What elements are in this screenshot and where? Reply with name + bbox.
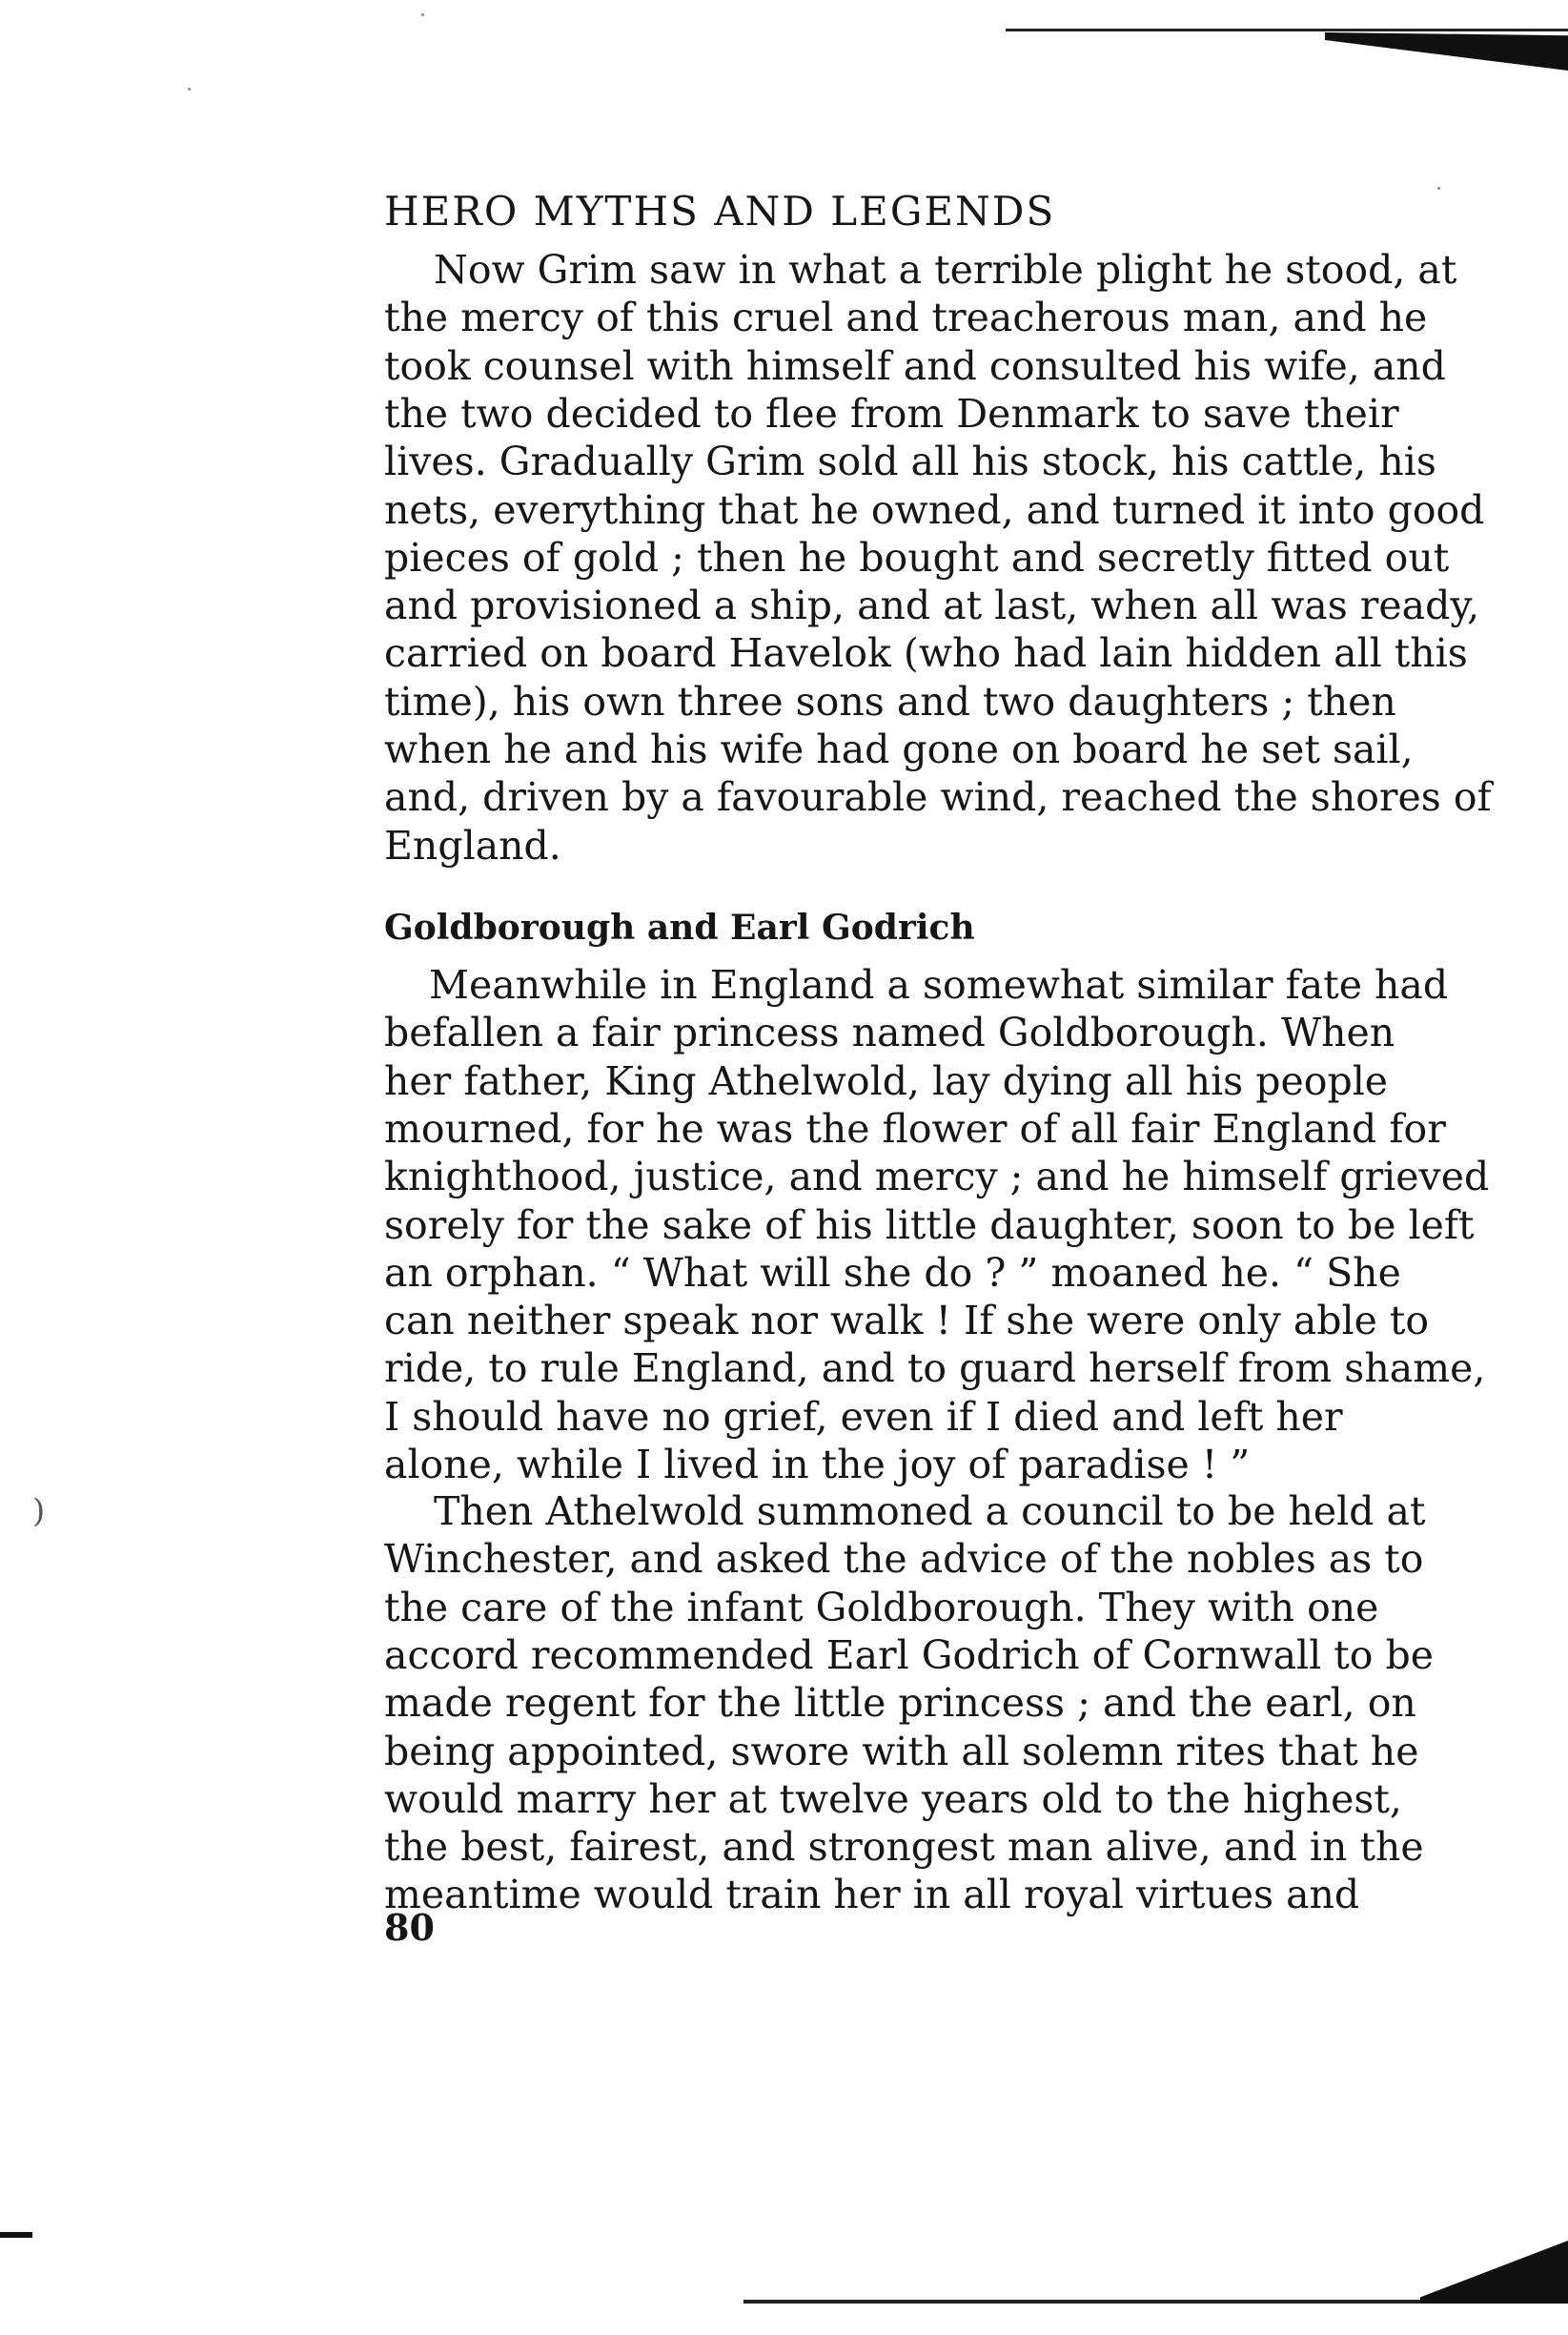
- text-line: sorely for the sake of his little daughter, soon to be left: [384, 1201, 1475, 1248]
- text-line: Then Athelwold summoned a council to be held at: [434, 1488, 1426, 1534]
- text-line: befallen a fair princess named Goldborough. When: [384, 1010, 1395, 1056]
- text-line: took counsel with himself and consulted his wife, and: [384, 342, 1446, 389]
- text-line: being appointed, swore with all solemn rites that he: [384, 1728, 1419, 1774]
- scan-speck: [1437, 187, 1440, 190]
- text-line: when he and his wife had gone on board he set sail,: [384, 727, 1414, 772]
- page-number: 80: [384, 1906, 435, 1949]
- scan-mark-left: [0, 2232, 32, 2238]
- text-line: and provisioned a ship, and at last, when all was ready,: [384, 583, 1480, 629]
- text-line: nets, everything that he owned, and turned it into good: [384, 486, 1485, 533]
- text-line: Now Grim saw in what a terrible plight he stood, at: [434, 247, 1457, 293]
- text-line: made regent for the little princess ; and the earl, on: [384, 1680, 1416, 1727]
- text-line: mourned, for he was the flower of all fair England for: [384, 1105, 1446, 1152]
- text-line: lives. Gradually Grim sold all his stock, his cattle, his: [384, 439, 1436, 485]
- scan-speck: [421, 13, 424, 16]
- text-line: carried on board Havelok (who had lain hidden all this: [384, 630, 1468, 677]
- text-line: the care of the infant Goldborough. They with one: [384, 1584, 1379, 1630]
- scan-edge-bottom-shadow: [1420, 2241, 1568, 2304]
- scan-speck: [188, 88, 191, 91]
- text-line: meantime would train her in all royal virtues and: [384, 1872, 1360, 1918]
- text-line: accord recommended Earl Godrich of Cornwall to be: [384, 1631, 1435, 1678]
- text-line: alone, while I lived in the joy of paradise ! ”: [384, 1442, 1251, 1487]
- section-heading: Goldborough and Earl Godrich: [384, 908, 975, 948]
- text-line: her father, King Athelwold, lay dying all his people: [384, 1057, 1389, 1104]
- running-head: HERO MYTHS AND LEGENDS: [384, 188, 1056, 235]
- text-line: time), his own three sons and two daughters ; then: [384, 678, 1396, 725]
- text-line: England.: [384, 822, 561, 869]
- text-line: can neither speak nor walk ! If she were only able to: [384, 1298, 1430, 1344]
- text-line: would marry her at twelve years old to the highest,: [384, 1775, 1402, 1822]
- text-line: the two decided to flee from Denmark to save their: [384, 390, 1399, 437]
- text-line: I should have no grief, even if I died and left her: [384, 1393, 1343, 1440]
- text-line: Winchester, and asked the advice of the nobles as to: [384, 1536, 1424, 1583]
- text-line: knighthood, justice, and mercy ; and he himself grieved: [384, 1154, 1490, 1200]
- text-line: and, driven by a favourable wind, reached the shores of: [384, 774, 1492, 821]
- text-line: ride, to rule England, and to guard herself from shame,: [384, 1345, 1486, 1392]
- text-line: Meanwhile in England a somewhat similar fate had: [429, 962, 1449, 1008]
- text-line: the mercy of this cruel and treacherous man, and he: [384, 295, 1428, 341]
- text-line: the best, fairest, and strongest man alive, and in the: [384, 1824, 1424, 1871]
- scan-mark-paren: ): [32, 1492, 46, 1530]
- text-line: pieces of gold ; then he bought and secretly fitted out: [384, 534, 1450, 581]
- text-line: an orphan. “ What will she do ? ” moaned he. “ She: [384, 1249, 1401, 1296]
